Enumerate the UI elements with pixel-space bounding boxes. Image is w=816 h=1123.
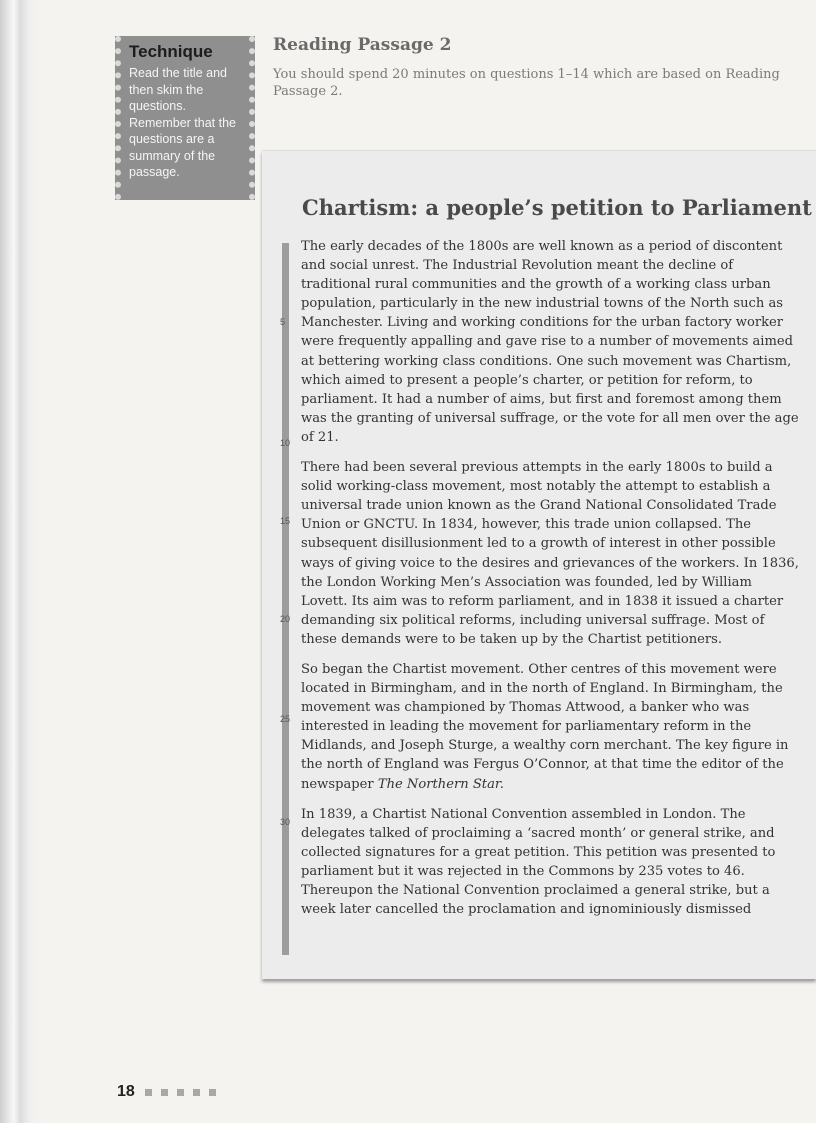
decorative-square-icon [209, 1089, 216, 1096]
paragraph: The early decades of the 1800s are well known as a period of discontent and social unrest. The Industrial Revolution meant the decline of traditional rural communities and the growth of a working class urban population, particularly in the new industrial towns of the North such as Manchester. Living and working conditions for the urban factory worker were frequently appalling and gave rise to a number of movements aimed at bettering working class conditions. One such movement was Chartism, which aimed to present a people’s charter, or petition for reform, to parliament. It had a number of aims, but first and foremost among them was the granting of universal suffrage, or the vote for all men over the age of 21. [301, 239, 799, 445]
decorative-square-icon [193, 1089, 200, 1096]
paragraph: In 1839, a Chartist National Convention assembled in London. The delegates talked of proclaiming a ‘sacred month’ or general strike, and collected signatures for a great petition. This petition was presented to parliament but it was rejected in the Commons by 235 votes to 46. Thereupon the National Convention proclaimed a general strike, but a week later cancelled the proclamation and ignominiously dismissed [301, 806, 776, 918]
book-binding [0, 0, 40, 1123]
paragraph-text: So began the Chartist movement. Other centres of this movement were located in Birmingham, and in the north of England. In Birmingham, the movement was championed by Thomas Attwood, a banker who was interested in leading the movement for parliamentary reform in the Midlands, and Joseph Sturge, a wealthy corn merchant. The key figure in the north of England was Fergus O’Connor, at that time the editor of the newspaper [301, 661, 789, 792]
decorative-square-icon [177, 1089, 184, 1096]
decorative-square-icon [161, 1089, 168, 1096]
paragraph: There had been several previous attempts in the early 1800s to build a solid working-class movement, most notably the attempt to establish a universal trade union known as the Grand National Consolidated Trade Union or GNCTU. In 1834, however, this trade union collapsed. The subsequent disillusionment led to a growth of interest in other possible ways of giving voice to the desires and grievances of the workers. In 1836, the London Working Men’s Association was founded, led by William Lovett. Its aim was to reform parliament, and in 1838 it issued a charter demanding six political reforms, including universal suffrage. Most of these demands were to be taken up by the Chartist petitioners. [301, 460, 799, 647]
line-number: 15 [280, 516, 291, 526]
line-number: 30 [280, 817, 291, 827]
technique-title: Technique [129, 42, 213, 61]
page-footer [117, 1083, 225, 1101]
line-number: 10 [280, 438, 291, 448]
newspaper-title: The Northern Star. [377, 776, 504, 792]
line-number: 20 [280, 614, 291, 624]
page-number: 18 [117, 1083, 135, 1100]
line-number: 25 [280, 714, 291, 724]
decorative-square-icon [145, 1089, 152, 1096]
technique-box [115, 36, 255, 200]
section-heading: Reading Passage 2 [273, 35, 452, 55]
accent-bar [282, 243, 289, 955]
reading-passage-panel [262, 150, 816, 979]
technique-body: Read the title and then skim the questions. Remember that the questions are a summary of the passage. [129, 66, 236, 179]
passage-body [301, 237, 801, 930]
line-number: 5 [280, 317, 286, 327]
instructions: You should spend 20 minutes on questions 1–14 which are based on Reading Passage 2. [273, 67, 780, 99]
paragraph [301, 660, 801, 794]
passage-title: Chartism: a people’s petition to Parliament [302, 195, 812, 220]
